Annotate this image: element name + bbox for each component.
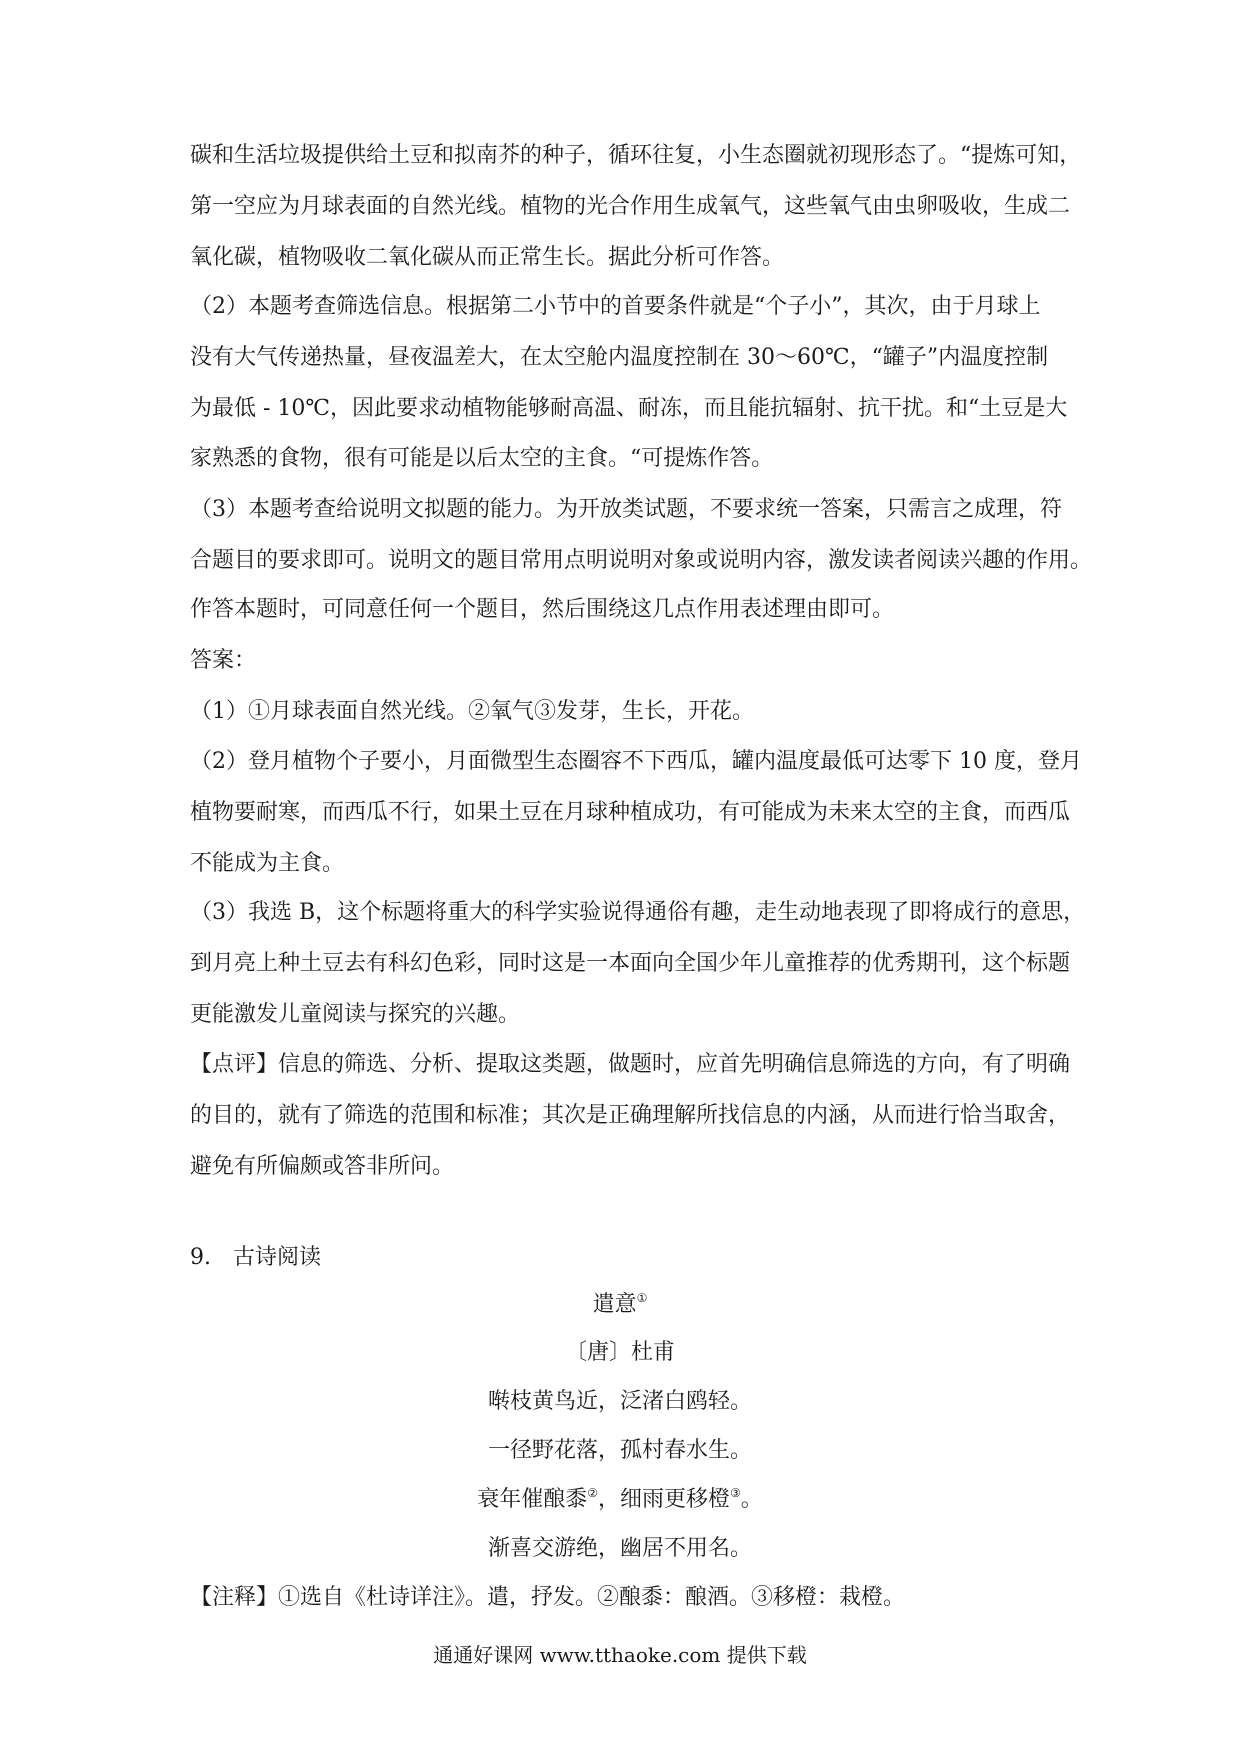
answer-line: （2）登月植物个子要小，月面微型生态圈容不下西瓜，罐内温度最低可达零下 10 度，登月 xyxy=(190,749,1082,774)
poem-title-text: 遣意 xyxy=(592,1292,637,1317)
answer-line: （3）我选 B，这个标题将重大的科学实验说得通俗有趣，走生动地表现了即将成行的意思， xyxy=(190,900,1086,925)
answer-label: 答案： xyxy=(190,648,257,673)
analysis-line: 第一空应为月球表面的自然光线。植物的光合作用生成氧气，这些氧气由虫卵吸收，生成二 xyxy=(190,194,1071,219)
answer-line: 不能成为主食。 xyxy=(190,851,345,876)
question-heading: 9. 古诗阅读 xyxy=(190,1245,321,1270)
poem-title-note-marker: ① xyxy=(636,1291,648,1305)
poem-line: 一径野花落，孤村春水生。 xyxy=(487,1438,752,1463)
poem-line: 渐喜交游绝，幽居不用名。 xyxy=(487,1536,752,1561)
poem-author: 〔唐〕杜甫 xyxy=(564,1340,675,1365)
page-footer: 通通好课网 www.tthaoke.com 提供下载 xyxy=(433,1643,807,1667)
poem-line: 啭枝黄鸟近，泛渚白鸥轻。 xyxy=(487,1389,752,1414)
poem-title xyxy=(0,1290,1240,1320)
poem-note-marker: ③ xyxy=(730,1486,741,1500)
analysis-line: 氧化碳，植物吸收二氧化碳从而正常生长。据此分析可作答。 xyxy=(190,245,785,270)
analysis-line: 没有大气传递热量，昼夜温差大，在太空舱内温度控制在 30～60℃，“罐子”内温度控制 xyxy=(190,345,1049,370)
analysis-line: 合题目的要求即可。说明文的题目常用点明说明对象或说明内容，激发读者阅读兴趣的作用。 xyxy=(190,548,1093,573)
poem-line-part: 。 xyxy=(740,1487,763,1512)
comment-line: 【点评】信息的筛选、分析、提取这类题，做题时，应首先明确信息筛选的方向，有了明确 xyxy=(190,1052,1071,1077)
analysis-line: （3）本题考查给说明文拟题的能力。为开放类试题，不要求统一答案，只需言之成理，符 xyxy=(190,497,1063,522)
analysis-line: 碳和生活垃圾提供给土豆和拟南芥的种子，循环往复，小生态圈就初现形态了。“提炼可知， xyxy=(190,143,1082,168)
analysis-line: （2）本题考查筛选信息。根据第二小节中的首要条件就是“个子小”，其次，由于月球上 xyxy=(190,294,1041,319)
poem-line-part: ，细雨更移橙 xyxy=(597,1487,730,1512)
answer-line: 到月亮上种土豆去有科幻色彩，同时这是一本面向全国少年儿童推荐的优秀期刊，这个标题 xyxy=(190,951,1071,976)
answer-line: 更能激发儿童阅读与探究的兴趣。 xyxy=(190,1002,521,1027)
answer-line: 植物要耐寒，而西瓜不行，如果土豆在月球种植成功，有可能成为未来太空的主食，而西瓜 xyxy=(190,800,1071,825)
answer-line: （1）①月球表面自然光线。②氧气③发芽，生长，开花。 xyxy=(190,699,754,724)
comment-line: 的目的，就有了筛选的范围和标准；其次是正确理解所找信息的内涵，从而进行恰当取舍， xyxy=(190,1103,1071,1128)
comment-line: 避免有所偏颇或答非所问。 xyxy=(190,1154,455,1179)
poem-notes: 【注释】①选自《杜诗详注》。遣，抒发。②酿黍：酿酒。③移橙：栽橙。 xyxy=(190,1585,906,1610)
analysis-line: 为最低 - 10℃，因此要求动植物能够耐高温、耐冻，而且能抗辐射、抗干扰。和“土豆是大 xyxy=(190,396,1068,421)
analysis-line: 作答本题时，可同意任何一个题目，然后围绕这几点作用表述理由即可。 xyxy=(190,597,895,622)
analysis-line: 家熟悉的食物，很有可能是以后太空的主食。“可提炼作答。 xyxy=(190,446,774,471)
poem-note-marker: ② xyxy=(587,1486,598,1500)
poem-line-part: 衰年催酿黍 xyxy=(477,1487,588,1512)
poem-line xyxy=(0,1485,1240,1515)
